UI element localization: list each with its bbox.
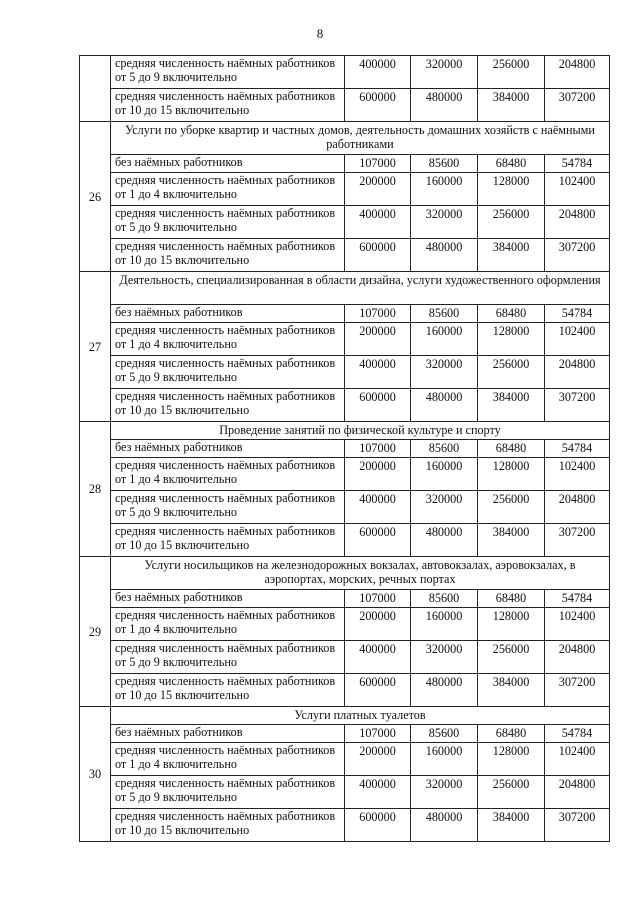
rate-value: 102400	[545, 323, 610, 356]
row-label: средняя численность наёмных работников от 1 до 4 включительно	[111, 173, 345, 206]
rate-value: 320000	[411, 491, 478, 524]
section-title-row	[80, 272, 610, 305]
rate-value: 600000	[345, 89, 411, 122]
rate-value: 102400	[545, 458, 610, 491]
rate-value: 204800	[545, 206, 610, 239]
section-title: Услуги носильщиков на железнодорожных вокзалах, автовокзалах, аэровокзалах, в аэропортах, морских, речных портах	[111, 557, 610, 590]
table-row	[80, 440, 610, 458]
rate-value: 480000	[411, 89, 478, 122]
row-label: без наёмных работников	[111, 305, 345, 323]
rate-value: 600000	[345, 239, 411, 272]
rate-value: 256000	[478, 776, 545, 809]
section-title: Проведение занятий по физической культуре и спорту	[111, 422, 610, 440]
section-number: 30	[80, 707, 111, 842]
table-row	[80, 776, 610, 809]
rate-value: 480000	[411, 239, 478, 272]
row-label: без наёмных работников	[111, 155, 345, 173]
table-row	[80, 809, 610, 842]
rate-value: 85600	[411, 305, 478, 323]
section-number	[80, 56, 111, 122]
rate-value: 68480	[478, 440, 545, 458]
rate-value: 320000	[411, 356, 478, 389]
rate-value: 85600	[411, 155, 478, 173]
rate-value: 256000	[478, 641, 545, 674]
section-title-row	[80, 122, 610, 155]
table-row	[80, 89, 610, 122]
row-label: средняя численность наёмных работников от 5 до 9 включительно	[111, 206, 345, 239]
rate-value: 384000	[478, 524, 545, 557]
rate-value: 54784	[545, 590, 610, 608]
rate-value: 204800	[545, 776, 610, 809]
rate-value: 204800	[545, 641, 610, 674]
rate-value: 384000	[478, 239, 545, 272]
row-label: средняя численность наёмных работников от 5 до 9 включительно	[111, 56, 345, 89]
rate-value: 600000	[345, 524, 411, 557]
row-label: средняя численность наёмных работников от 10 до 15 включительно	[111, 89, 345, 122]
rate-value: 102400	[545, 173, 610, 206]
rate-value: 400000	[345, 356, 411, 389]
rate-value: 307200	[545, 809, 610, 842]
row-label: без наёмных работников	[111, 590, 345, 608]
rate-value: 200000	[345, 608, 411, 641]
rate-value: 320000	[411, 206, 478, 239]
row-label: средняя численность наёмных работников от 5 до 9 включительно	[111, 776, 345, 809]
rate-value: 204800	[545, 356, 610, 389]
rate-value: 54784	[545, 725, 610, 743]
section-number: 27	[80, 272, 111, 422]
table-row	[80, 674, 610, 707]
rate-value: 480000	[411, 809, 478, 842]
rate-value: 320000	[411, 641, 478, 674]
table-row	[80, 389, 610, 422]
row-label: средняя численность наёмных работников от 10 до 15 включительно	[111, 524, 345, 557]
rate-value: 200000	[345, 323, 411, 356]
rate-value: 54784	[545, 155, 610, 173]
row-label: средняя численность наёмных работников от 10 до 15 включительно	[111, 239, 345, 272]
rate-value: 307200	[545, 674, 610, 707]
rate-value: 102400	[545, 743, 610, 776]
section-number: 26	[80, 122, 111, 272]
row-label: средняя численность наёмных работников от 10 до 15 включительно	[111, 389, 345, 422]
rate-value: 128000	[478, 173, 545, 206]
table-row	[80, 155, 610, 173]
rate-value: 128000	[478, 323, 545, 356]
rate-value: 200000	[345, 458, 411, 491]
rate-value: 400000	[345, 641, 411, 674]
row-label: средняя численность наёмных работников от 10 до 15 включительно	[111, 674, 345, 707]
rate-value: 480000	[411, 389, 478, 422]
rate-value: 400000	[345, 56, 411, 89]
rate-value: 107000	[345, 155, 411, 173]
rate-value: 68480	[478, 590, 545, 608]
rate-value: 600000	[345, 674, 411, 707]
rate-value: 160000	[411, 173, 478, 206]
rate-value: 320000	[411, 56, 478, 89]
section-number: 29	[80, 557, 111, 707]
table-row	[80, 743, 610, 776]
rate-value: 384000	[478, 809, 545, 842]
tax-rate-table	[79, 55, 610, 842]
table-row	[80, 524, 610, 557]
section-title-row	[80, 707, 610, 725]
rate-value: 85600	[411, 440, 478, 458]
section-title-row	[80, 422, 610, 440]
row-label: средняя численность наёмных работников от 1 до 4 включительно	[111, 743, 345, 776]
row-label: без наёмных работников	[111, 440, 345, 458]
row-label: без наёмных работников	[111, 725, 345, 743]
rate-value: 107000	[345, 590, 411, 608]
row-label: средняя численность наёмных работников от 1 до 4 включительно	[111, 323, 345, 356]
section-title: Услуги платных туалетов	[111, 707, 610, 725]
rate-value: 256000	[478, 206, 545, 239]
rate-value: 400000	[345, 776, 411, 809]
rate-value: 160000	[411, 323, 478, 356]
rate-value: 68480	[478, 305, 545, 323]
rate-value: 128000	[478, 458, 545, 491]
rate-value: 384000	[478, 674, 545, 707]
rate-value: 160000	[411, 458, 478, 491]
row-label: средняя численность наёмных работников от 1 до 4 включительно	[111, 608, 345, 641]
rate-value: 204800	[545, 56, 610, 89]
rate-value: 128000	[478, 608, 545, 641]
rate-value: 480000	[411, 524, 478, 557]
rate-value: 307200	[545, 239, 610, 272]
row-label: средняя численность наёмных работников от 10 до 15 включительно	[111, 809, 345, 842]
rate-value: 400000	[345, 206, 411, 239]
rate-value: 68480	[478, 155, 545, 173]
section-title: Деятельность, специализированная в области дизайна, услуги художественного оформления	[111, 272, 610, 305]
rate-value: 54784	[545, 305, 610, 323]
rate-value: 107000	[345, 725, 411, 743]
row-label: средняя численность наёмных работников от 5 до 9 включительно	[111, 641, 345, 674]
rate-value: 480000	[411, 674, 478, 707]
rate-value: 160000	[411, 608, 478, 641]
rate-value: 54784	[545, 440, 610, 458]
rate-value: 204800	[545, 491, 610, 524]
table-row	[80, 458, 610, 491]
rate-value: 102400	[545, 608, 610, 641]
rate-value: 307200	[545, 89, 610, 122]
row-label: средняя численность наёмных работников от 5 до 9 включительно	[111, 356, 345, 389]
rate-value: 107000	[345, 440, 411, 458]
rate-value: 68480	[478, 725, 545, 743]
table-row	[80, 56, 610, 89]
table-row	[80, 323, 610, 356]
rate-value: 160000	[411, 743, 478, 776]
rate-value: 256000	[478, 491, 545, 524]
rate-value: 85600	[411, 590, 478, 608]
table-row	[80, 590, 610, 608]
rate-value: 400000	[345, 491, 411, 524]
rate-value: 200000	[345, 743, 411, 776]
rate-value: 307200	[545, 389, 610, 422]
table-row	[80, 356, 610, 389]
row-label: средняя численность наёмных работников от 5 до 9 включительно	[111, 491, 345, 524]
rate-value: 600000	[345, 389, 411, 422]
table-row	[80, 173, 610, 206]
rate-value: 85600	[411, 725, 478, 743]
table-row	[80, 491, 610, 524]
page-number: 8	[316, 26, 324, 41]
rate-value: 307200	[545, 524, 610, 557]
table-row	[80, 239, 610, 272]
table-row	[80, 641, 610, 674]
row-label: средняя численность наёмных работников от 1 до 4 включительно	[111, 458, 345, 491]
rate-value: 107000	[345, 305, 411, 323]
section-title-row	[80, 557, 610, 590]
rate-value: 384000	[478, 89, 545, 122]
rate-value: 600000	[345, 809, 411, 842]
rate-value: 320000	[411, 776, 478, 809]
table-row	[80, 305, 610, 323]
rate-value: 200000	[345, 173, 411, 206]
rate-value: 128000	[478, 743, 545, 776]
section-number: 28	[80, 422, 111, 557]
table-row	[80, 608, 610, 641]
table-row	[80, 206, 610, 239]
rate-value: 384000	[478, 389, 545, 422]
rate-value: 256000	[478, 356, 545, 389]
section-title: Услуги по уборке квартир и частных домов, деятельность домашних хозяйств с наёмными работниками	[111, 122, 610, 155]
table-row	[80, 725, 610, 743]
rate-value: 256000	[478, 56, 545, 89]
